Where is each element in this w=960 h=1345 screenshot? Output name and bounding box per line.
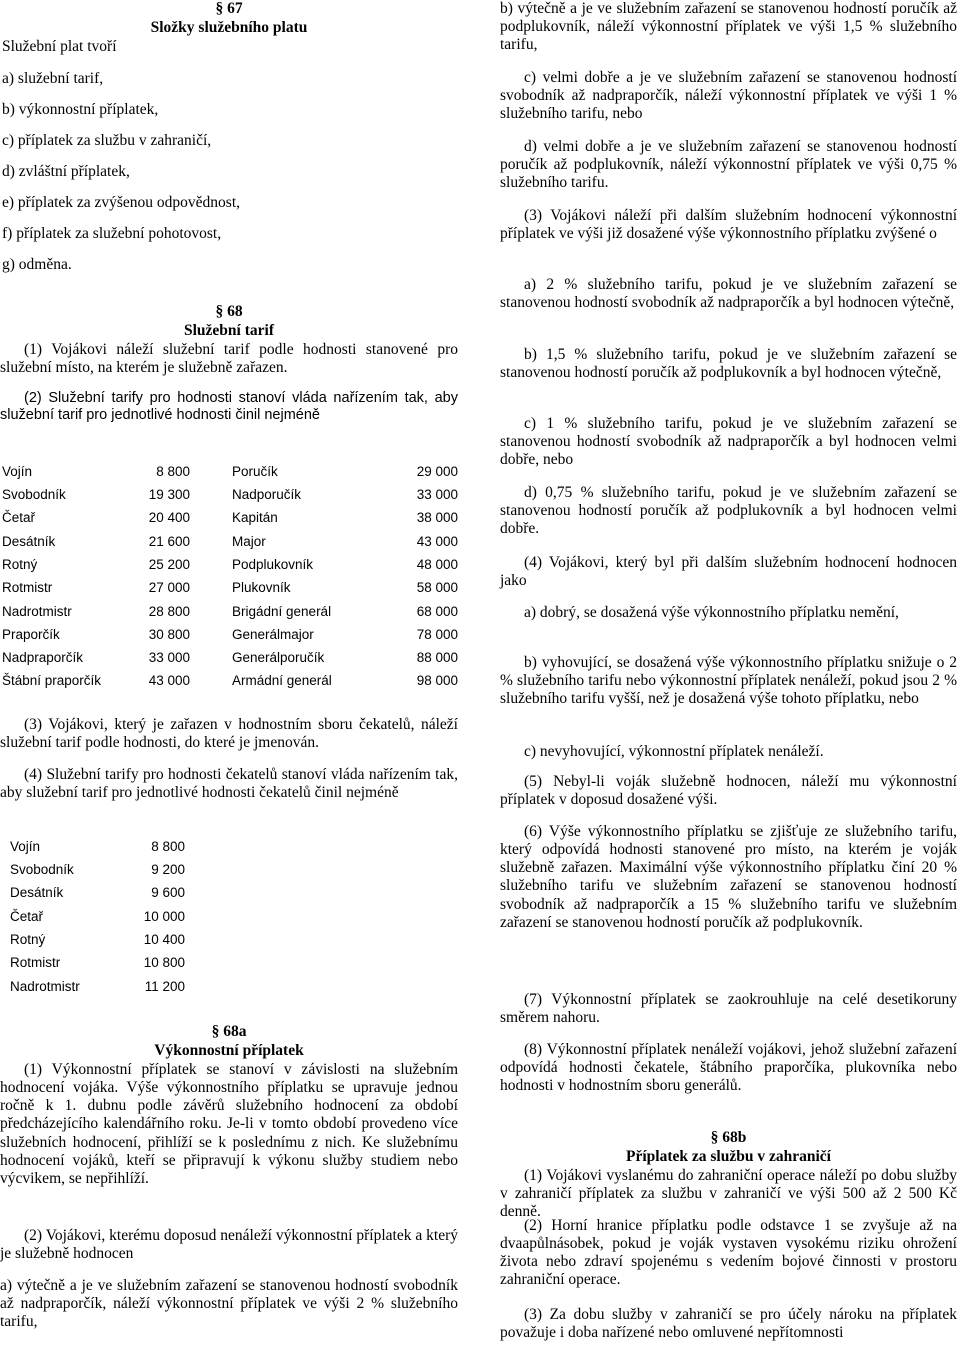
list-item: c) příplatek za službu v zahraničí, [2, 132, 212, 149]
section-68b-number: § 68b [710, 1129, 747, 1146]
tariff-rank-cell: Nadporučík [232, 487, 302, 503]
section-68-paragraph-2: (2) Služební tarify pro hodnosti stanoví vláda nařízením tak, aby služební tarif pro jednotlivé hodnosti činil nejméně [0, 390, 458, 424]
tariff-amount-cell: 19 300 [148, 487, 190, 503]
tariff-rank-cell: Major [232, 533, 266, 549]
tariff-rank-cell: Rotmistr [2, 580, 53, 596]
section-67-number: § 67 [215, 0, 243, 17]
section-68a-paragraph-4c: c) nevyhovující, výkonnostní příplatek nenáleží. [524, 743, 824, 760]
tariff-rank-cell: Armádní generál [232, 673, 332, 689]
cadet-rank-cell: Svobodník [10, 862, 74, 878]
list-item: b) výkonnostní příplatek, [2, 101, 159, 118]
cadet-amount-cell: 8 800 [151, 838, 185, 854]
tariff-rank-cell: Brigádní generál [232, 603, 332, 619]
table-row [10, 975, 185, 998]
cadet-amount-cell: 9 600 [151, 885, 185, 901]
tariff-amount-cell: 28 800 [148, 603, 190, 619]
list-item: g) odměna. [2, 256, 72, 273]
tariff-rank-cell: Četař [2, 510, 36, 526]
section-68a-paragraph-1: (1) Výkonnostní příplatek se stanoví v závislosti na služebním hodnocení vojáka. Výše výkonnostního příplatku se upravuje jednou ročně k 1. dubnu podle závěrů služebního hodnocení za období předcházejícího kalendářního roku. Je-li v tomto období provedeno více služebních hodnocení, přihlíží se k poslednímu z nich. Ke služebnímu hodnocení vojáků, kteří se připravují k výkonu služby studiem nebo výcvikem, se nepřihlíží. [0, 1061, 458, 1187]
list-item: a) služební tarif, [2, 70, 104, 87]
section-68a-number: § 68a [211, 1023, 247, 1040]
table-row [10, 928, 185, 951]
table-row [10, 905, 185, 928]
cadet-amount-cell: 9 200 [151, 862, 185, 878]
tariff-amount-cell: 58 000 [416, 580, 458, 596]
section-68a-paragraph-2b: b) výtečně a je ve služebním zařazení se stanovenou hodností poručík až podplukovník, náleží výkonnostní příplatek ve výši 1,5 % služebního tarifu, [500, 0, 957, 54]
section-68-paragraph-3: (3) Vojákovi, který je zařazen v hodnostním sboru čekatelů, náleží služební tarif podle hodnosti, do které je jmenován. [0, 716, 458, 752]
tariff-amount-cell: 27 000 [148, 580, 190, 596]
tariff-amount-cell: 33 000 [148, 650, 190, 666]
table-row [2, 483, 458, 506]
section-68b-title: Příplatek za službu v zahraničí [626, 1148, 831, 1165]
tariff-rank-cell: Kapitán [232, 510, 278, 526]
cadet-rank-cell: Četař [10, 908, 44, 924]
table-row [10, 835, 185, 858]
tariff-rank-cell: Desátník [2, 533, 56, 549]
tariff-amount-cell: 38 000 [416, 510, 458, 526]
tariff-rank-cell: Poručík [232, 463, 278, 479]
table-row [2, 460, 458, 483]
tariff-rank-cell: Štábní praporčík [2, 673, 102, 689]
cadet-rank-cell: Desátník [10, 885, 64, 901]
section-68a-paragraph-8: (8) Výkonnostní příplatek nenáleží vojákovi, jehož služební zařazení odpovídá hodnosti čekatele, štábního praporčíka, plukovníka nebo hodnosti v hodnostním sboru generálů. [500, 1041, 957, 1095]
tariff-rank-cell: Vojín [2, 463, 33, 479]
section-68b-paragraph-1: (1) Vojákovi vyslanému do zahraniční operace náleží po dobu služby v zahraničí příplatek za službu v zahraničí ve výši 500 až 2 500 Kč denně. [500, 1167, 957, 1221]
rank-tariff-table [2, 460, 458, 693]
tariff-amount-cell: 43 000 [416, 533, 458, 549]
tariff-amount-cell: 30 800 [148, 626, 190, 642]
section-68a-paragraph-3b: b) 1,5 % služebního tarifu, pokud je ve služebním zařazení se stanovenou hodností poručík až podplukovník a byl hodnocen výtečně, [500, 346, 957, 382]
section-68a-paragraph-6: (6) Výše výkonnostního příplatku se zjišťuje ze služebního tarifu, který odpovídá hodnosti stanovené pro místo, na kterém je voják služebně zařazen. Maximální výše výkonnostního příplatku činí 20 % služebního tarifu ve služebním zařazení se stanovenou hodností svobodník až nadpraporčík a 15 % služebního tarifu ve služebním zařazení se stanovenou hodností poručík až podplukovník. [500, 823, 957, 931]
cadet-amount-cell: 10 000 [143, 908, 185, 924]
list-item: e) příplatek za zvýšenou odpovědnost, [2, 194, 241, 211]
section-68b-paragraph-2: (2) Horní hranice příplatku podle odstavce 1 se zvyšuje až na dvaapůlnásobek, pokud je voják vystaven vysokému riziku ohrožení života nebo zdraví spojenému s vedením bojové činnosti v prostoru zahraniční operace. [500, 1217, 957, 1289]
tariff-amount-cell: 88 000 [416, 650, 458, 666]
tariff-amount-cell: 98 000 [416, 673, 458, 689]
table-row [2, 507, 458, 530]
section-68a-paragraph-3d: d) 0,75 % služebního tarifu, pokud je ve služebním zařazení se stanovenou hodností poručík až podplukovník a byl hodnocen velmi dobře. [500, 484, 957, 538]
section-68a-paragraph-5: (5) Nebyl-li voják služebně hodnocen, náleží mu výkonnostní příplatek v doposud dosažené výši. [500, 773, 957, 809]
tariff-amount-cell: 21 600 [148, 533, 190, 549]
table-row [2, 600, 458, 623]
list-item: d) zvláštní příplatek, [2, 163, 130, 180]
cadet-tariff-table [10, 835, 185, 998]
table-row [2, 623, 458, 646]
section-68a-paragraph-7: (7) Výkonnostní příplatek se zaokrouhluje na celé desetikoruny směrem nahoru. [500, 991, 957, 1027]
table-row [2, 553, 458, 576]
table-row [10, 858, 185, 881]
tariff-amount-cell: 25 200 [148, 556, 190, 572]
table-row [10, 882, 185, 905]
tariff-rank-cell: Generálporučík [232, 650, 325, 666]
section-68b-paragraph-3: (3) Za dobu služby v zahraničí se pro účely nároku na příplatek považuje i doba nařízené nebo omluvené nepřítomnosti [500, 1306, 957, 1342]
tariff-amount-cell: 43 000 [148, 673, 190, 689]
cadet-amount-cell: 10 400 [143, 931, 185, 947]
table-row [2, 670, 458, 693]
tariff-rank-cell: Rotný [2, 556, 38, 572]
tariff-amount-cell: 20 400 [148, 510, 190, 526]
cadet-rank-cell: Rotmistr [10, 955, 61, 971]
section-68-number: § 68 [215, 303, 243, 320]
section-68a-title: Výkonnostní příplatek [154, 1042, 304, 1059]
section-68a-paragraph-3a: a) 2 % služebního tarifu, pokud je ve služebním zařazení se stanovenou hodností svobodník až nadpraporčík a byl hodnocen výtečně, [500, 276, 957, 312]
section-68a-paragraph-2c: c) velmi dobře a je ve služebním zařazení se stanovenou hodností svobodník až nadpraporčík, náleží výkonnostní příplatek ve výši 1 % služebního tarifu, nebo [500, 69, 957, 123]
section-68a-paragraph-4b: b) vyhovující, se dosažená výše výkonnostního příplatku snižuje o 2 % služebního tarifu nebo výkonnostní příplatek nenáleží, pokud jsou 2 % služebního tarifu vyšší, než je dosažená výše tohoto příplatku, nebo [500, 654, 957, 708]
section-68a-paragraph-2a: a) výtečně a je ve služebním zařazení se stanovenou hodností svobodník až nadpraporčík, náleží výkonnostní příplatek ve výši 2 % služebního tarifu, [0, 1277, 458, 1331]
tariff-amount-cell: 29 000 [416, 463, 458, 479]
tariff-rank-cell: Generálmajor [232, 626, 314, 642]
section-67-intro: Služební plat tvoří [2, 38, 117, 55]
tariff-amount-cell: 33 000 [416, 487, 458, 503]
section-68a-paragraph-2d: d) velmi dobře a je ve služebním zařazení se stanovenou hodností poručík až podplukovník, náleží výkonnostní příplatek ve výši 0,75 % služebního tarifu. [500, 138, 957, 192]
table-row [10, 951, 185, 974]
table-row [2, 576, 458, 599]
tariff-rank-cell: Praporčík [2, 626, 60, 642]
tariff-amount-cell: 48 000 [416, 556, 458, 572]
tariff-amount-cell: 78 000 [416, 626, 458, 642]
cadet-rank-cell: Rotný [10, 931, 46, 947]
section-68a-paragraph-4a: a) dobrý, se dosažená výše výkonnostního příplatku nemění, [524, 604, 899, 621]
tariff-rank-cell: Nadrotmistr [2, 603, 72, 619]
cadet-rank-cell: Nadrotmistr [10, 978, 80, 994]
table-row [2, 646, 458, 669]
tariff-amount-cell: 68 000 [416, 603, 458, 619]
tariff-rank-cell: Nadpraporčík [2, 650, 84, 666]
table-row [2, 530, 458, 553]
section-68a-paragraph-2: (2) Vojákovi, kterému doposud nenáleží výkonnostní příplatek a který je služebně hodnocen [0, 1227, 458, 1263]
cadet-amount-cell: 11 200 [144, 978, 185, 994]
section-68-paragraph-4: (4) Služební tarify pro hodnosti čekatelů stanoví vláda nařízením tak, aby služební tarif pro jednotlivé hodnosti čekatelů činil nejméně [0, 766, 458, 802]
section-67-title: Složky služebního platu [150, 19, 308, 36]
cadet-amount-cell: 10 800 [143, 955, 185, 971]
section-68a-paragraph-3: (3) Vojákovi náleží při dalším služebním hodnocení výkonnostní příplatek ve výši již dosažené výše výkonnostního příplatku zvýšené o [500, 207, 957, 243]
section-68a-paragraph-4: (4) Vojákovi, který byl při dalším služebním hodnocení hodnocen jako [500, 554, 957, 590]
section-68-title: Služební tarif [184, 322, 274, 339]
tariff-rank-cell: Svobodník [2, 487, 66, 503]
section-68a-paragraph-3c: c) 1 % služebního tarifu, pokud je ve služebním zařazení se stanovenou hodností svobodník až nadpraporčík a byl hodnocen velmi dobře, nebo [500, 415, 957, 469]
tariff-amount-cell: 8 800 [156, 463, 190, 479]
section-68-paragraph-1: (1) Vojákovi náleží služební tarif podle hodnosti stanovené pro služební místo, na kterém je služebně zařazen. [0, 341, 458, 377]
cadet-rank-cell: Vojín [10, 838, 41, 854]
list-item: f) příplatek za služební pohotovost, [2, 225, 222, 242]
tariff-rank-cell: Plukovník [232, 580, 291, 596]
tariff-rank-cell: Podplukovník [232, 556, 314, 572]
